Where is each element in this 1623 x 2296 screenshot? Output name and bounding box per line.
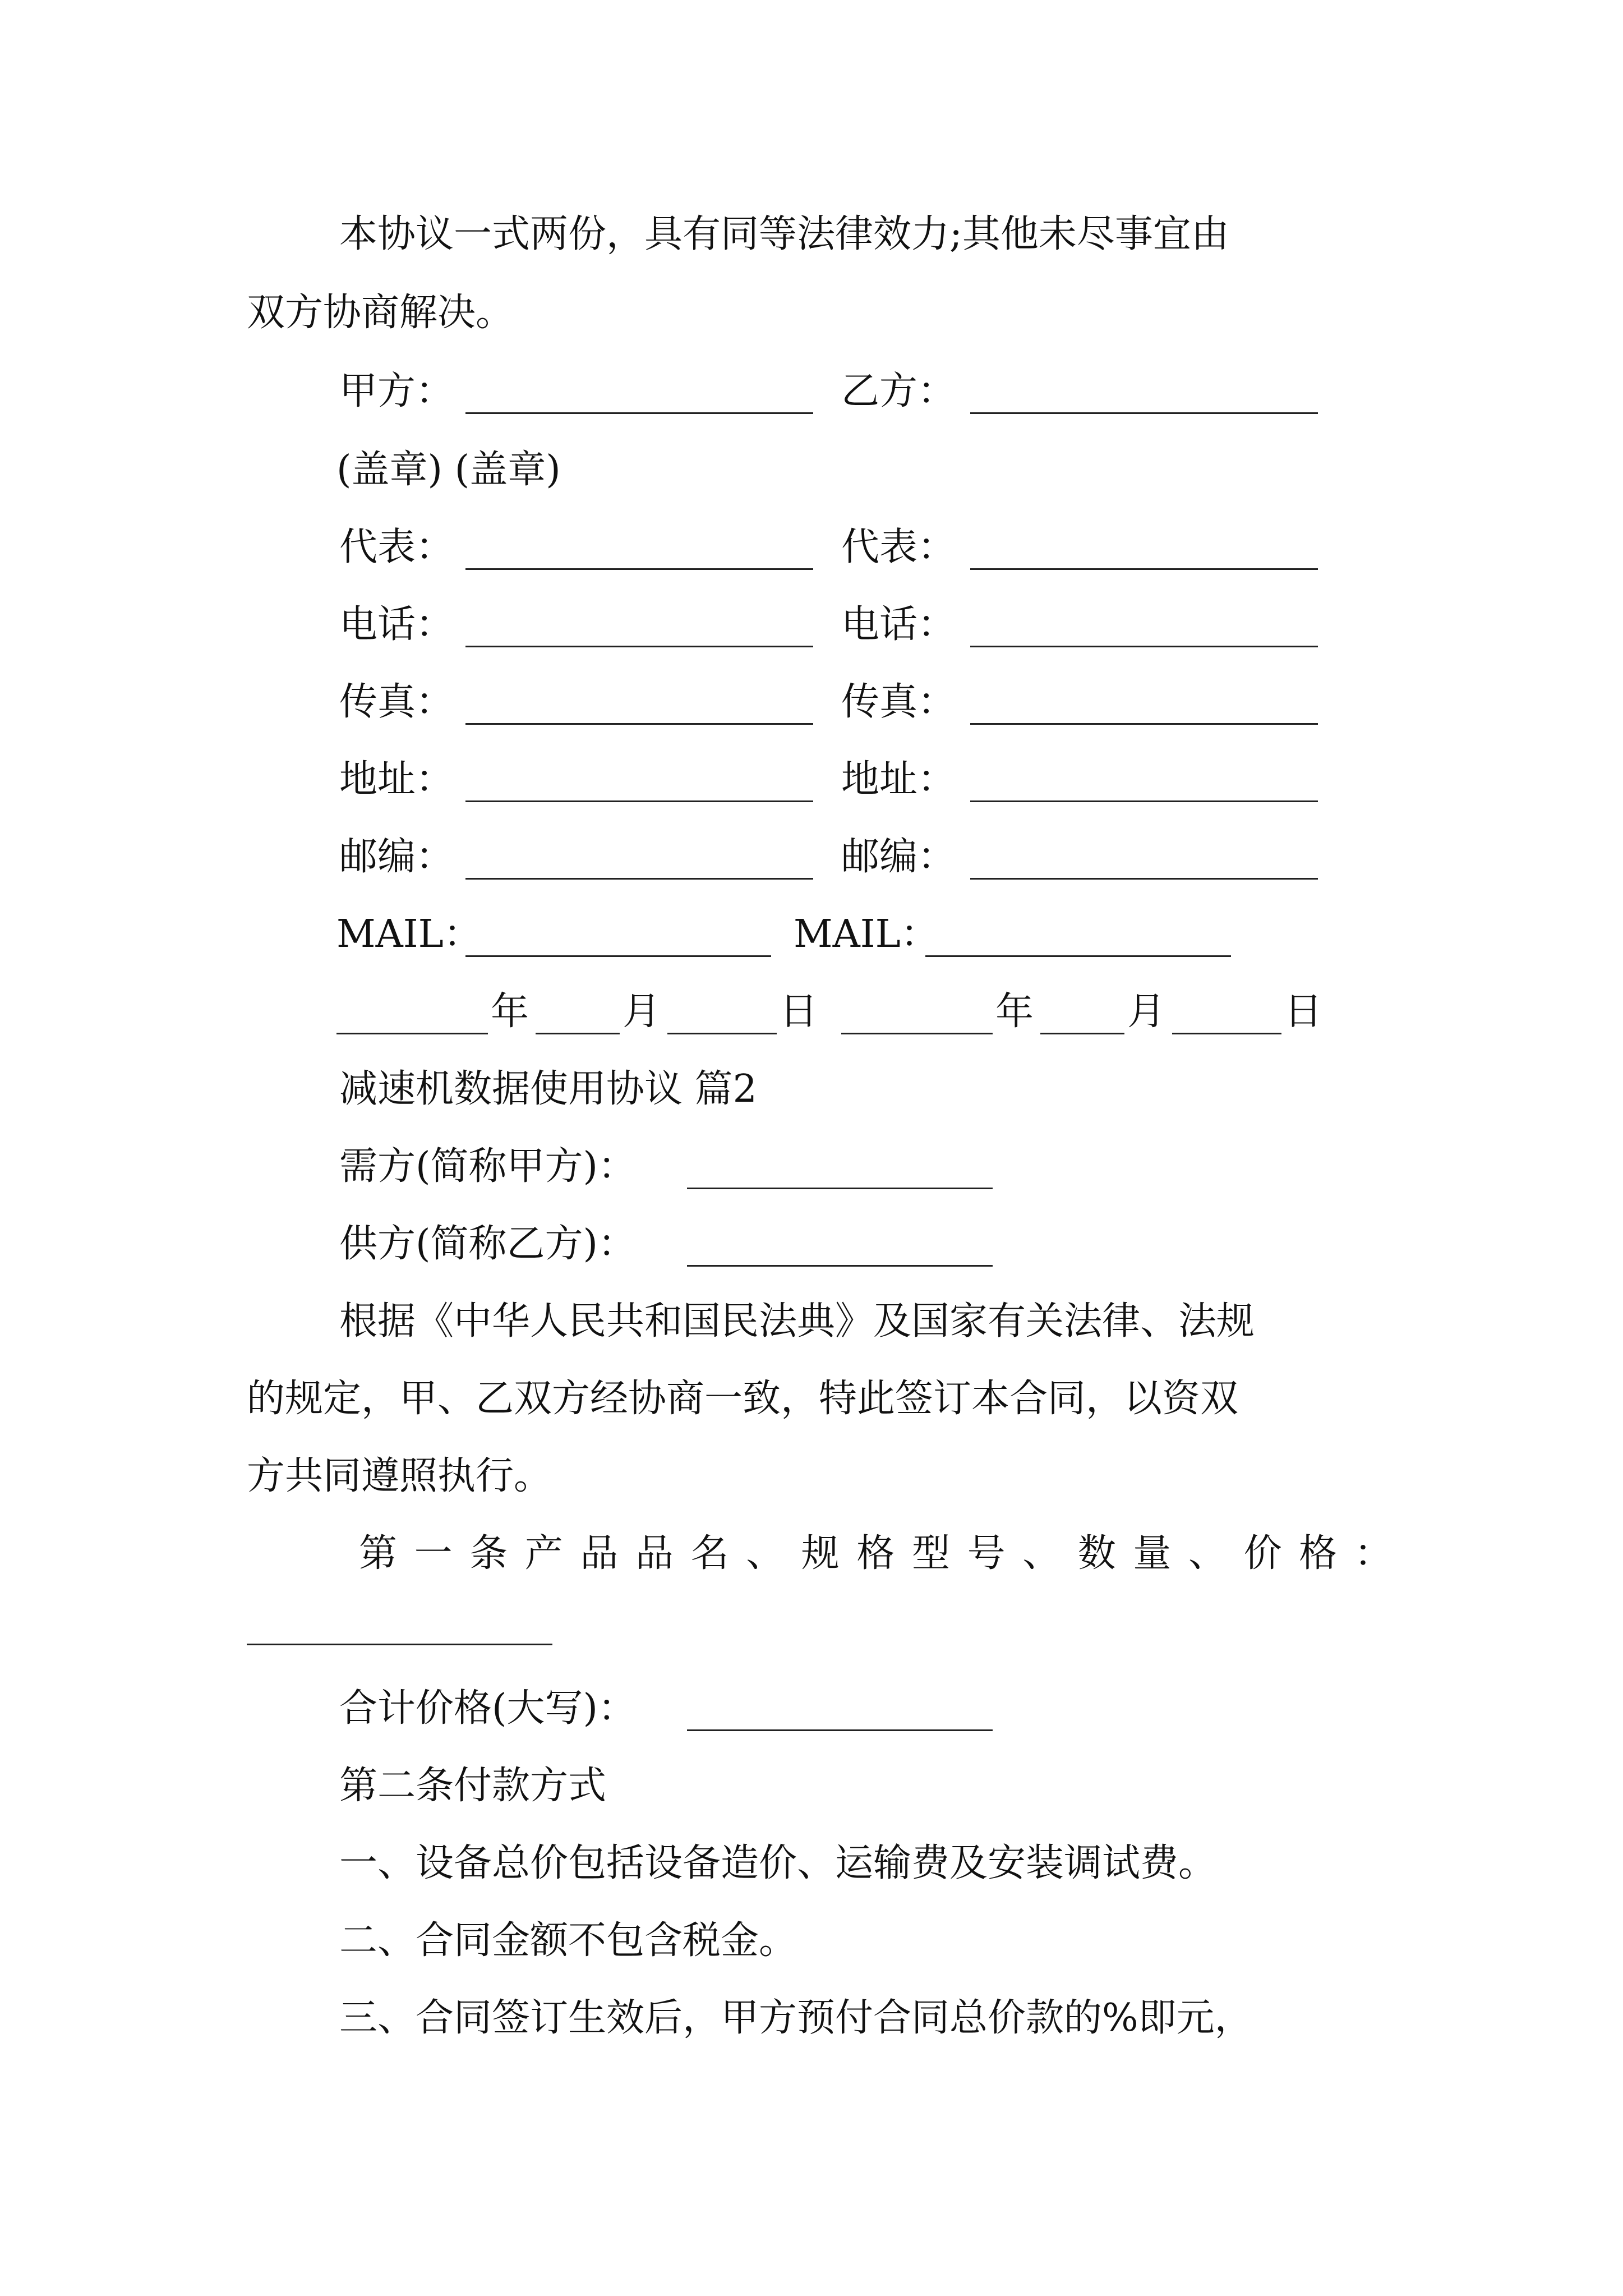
- representative-label-a: 代表：: [339, 525, 454, 569]
- paragraph-line: 本协议一式两份，具有同等法律效力;其他未尽事宜由: [339, 212, 1229, 256]
- year-label-b: 年: [995, 990, 1034, 1034]
- year-label-a: 年: [491, 990, 529, 1034]
- fax-blank-b: [970, 723, 1318, 725]
- party-b-label: 乙方：: [841, 369, 956, 413]
- month-label-a: 月: [623, 990, 661, 1034]
- party-a-blank: [465, 412, 813, 414]
- representative-label-b: 代表：: [841, 525, 956, 569]
- year-blank-a: [336, 1033, 488, 1034]
- clause-item: 三、合同签订生效后，甲方预付合同总价款的%即元，: [339, 1996, 1253, 2040]
- paragraph-line: 双方协商解决。: [247, 291, 514, 335]
- mail-label-b: MAIL：: [794, 912, 939, 956]
- total-price-blank: [687, 1729, 993, 1731]
- phone-label-a: 电话：: [339, 602, 454, 647]
- phone-blank-a: [465, 646, 813, 647]
- month-blank-b: [1040, 1033, 1124, 1034]
- month-label-b: 月: [1127, 990, 1166, 1034]
- day-label-a: 日: [780, 990, 818, 1034]
- article-1-heading: 第一条产品品名、规格型号、数量、价格：: [359, 1531, 1410, 1576]
- postcode-blank-a: [465, 878, 813, 880]
- buyer-blank: [687, 1188, 993, 1189]
- mail-blank-b: [925, 955, 1231, 957]
- address-blank-a: [465, 800, 813, 802]
- party-a-label: 甲方：: [339, 369, 454, 413]
- day-blank-a: [667, 1033, 777, 1034]
- total-price-label: 合计价格(大写)：: [339, 1686, 637, 1731]
- clause-item: 一、设备总价包括设备造价、运输费及安装调试费。: [339, 1841, 1217, 1885]
- phone-label-b: 电话：: [841, 602, 956, 647]
- supplier-label: 供方(简称乙方)：: [339, 1222, 637, 1266]
- address-blank-b: [970, 800, 1318, 802]
- mail-blank-a: [465, 955, 771, 957]
- postcode-label-a: 邮编：: [339, 835, 454, 879]
- article-1-blank: [247, 1644, 552, 1645]
- phone-blank-b: [970, 646, 1318, 647]
- preamble-line: 的规定，甲、乙双方经协商一致，特此签订本合同，以资双: [247, 1377, 1239, 1421]
- supplier-blank: [687, 1265, 993, 1267]
- day-blank-b: [1172, 1033, 1281, 1034]
- representative-blank-b: [970, 568, 1318, 570]
- day-label-b: 日: [1284, 990, 1323, 1034]
- address-label-a: 地址：: [339, 757, 454, 802]
- article-2-heading: 第二条付款方式: [339, 1764, 607, 1808]
- buyer-label: 需方(简称甲方)：: [339, 1144, 637, 1189]
- month-blank-a: [536, 1033, 620, 1034]
- postcode-blank-b: [970, 878, 1318, 880]
- address-label-b: 地址：: [841, 757, 956, 802]
- mail-label-a: MAIL：: [336, 912, 482, 956]
- fax-blank-a: [465, 723, 813, 725]
- year-blank-b: [841, 1033, 993, 1034]
- preamble-line: 方共同遵照执行。: [247, 1454, 552, 1498]
- postcode-label-b: 邮编：: [841, 835, 956, 879]
- representative-blank-a: [465, 568, 813, 570]
- fax-label-b: 传真：: [841, 680, 956, 724]
- section-title: 减速机数据使用协议 篇2: [339, 1067, 757, 1111]
- clause-item: 二、合同金额不包含税金。: [339, 1918, 797, 1963]
- fax-label-a: 传真：: [339, 680, 454, 724]
- preamble-line: 根据《中华人民共和国民法典》及国家有关法律、法规: [339, 1299, 1255, 1343]
- party-b-blank: [970, 412, 1318, 414]
- seal-label: (盖章) (盖章): [336, 448, 561, 492]
